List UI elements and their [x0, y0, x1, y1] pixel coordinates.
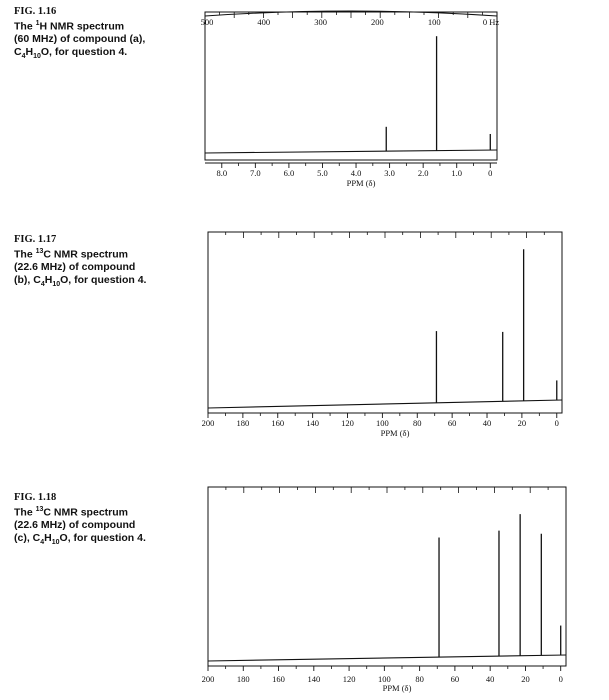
x-tick-label: 20	[517, 418, 527, 428]
fig-label: FIG. 1.16	[14, 6, 57, 17]
hz-tick-label: 100	[427, 17, 441, 27]
x-tick-label: 5.0	[317, 168, 328, 178]
x-axis-label: PPM (δ)	[382, 683, 412, 693]
x-tick-label: 40	[485, 674, 495, 684]
x-tick-label: 80	[413, 418, 422, 428]
x-tick-label: 0	[558, 674, 563, 684]
x-tick-label: 100	[377, 674, 391, 684]
plot-frame-2	[208, 232, 562, 413]
fig-label: FIG. 1.17	[14, 234, 57, 245]
x-tick-label: 200	[201, 418, 215, 428]
fig-description: The $^{13}$C NMR spectrum (22.6 MHz) of compound (b), $C_4H_{10}O$, for question 4.	[14, 247, 147, 288]
x-tick-label: 3.0	[384, 168, 395, 178]
hz-tick-label: 0 Hz	[482, 17, 500, 27]
x-tick-label: 20	[521, 674, 530, 684]
x-tick-label: 160	[272, 674, 285, 684]
x-tick-label: 0	[554, 418, 559, 428]
x-tick-label: 1.0	[451, 168, 463, 178]
x-tick-label: 80	[415, 674, 424, 684]
hz-tick-label: 400	[257, 17, 271, 27]
spectrum-baseline	[208, 400, 562, 408]
x-tick-label: 120	[341, 418, 354, 428]
x-tick-label: 60	[450, 674, 460, 684]
x-tick-label: 8.0	[216, 168, 228, 178]
plot-frame-1	[205, 12, 497, 160]
x-tick-label: 2.0	[417, 168, 429, 178]
hz-tick-label: 500	[200, 17, 214, 27]
x-tick-label: 120	[342, 674, 356, 684]
x-axis-label: PPM (δ)	[346, 178, 376, 188]
plot-frame-3	[208, 487, 566, 666]
x-tick-label: 140	[306, 418, 320, 428]
x-axis-label: PPM (δ)	[380, 428, 410, 438]
x-tick-label: 7.0	[250, 168, 261, 178]
x-tick-label: 200	[201, 674, 215, 684]
x-tick-label: 140	[307, 674, 321, 684]
x-tick-label: 180	[236, 418, 250, 428]
spectrum-baseline	[205, 150, 497, 153]
x-tick-label: 100	[376, 418, 389, 428]
hz-tick-label: 200	[371, 17, 384, 27]
x-tick-label: 0	[488, 168, 493, 178]
x-tick-label: 60	[447, 418, 457, 428]
x-tick-label: 4.0	[350, 168, 362, 178]
x-tick-label: 40	[482, 418, 492, 428]
x-tick-label: 6.0	[283, 168, 295, 178]
x-tick-label: 160	[271, 418, 285, 428]
fig-label: FIG. 1.18	[14, 492, 57, 503]
fig-description: The $^1$H NMR spectrum (60 MHz) of compound (a), $C_4H_{10}O$, for question 4.	[14, 19, 146, 60]
spectrum-baseline	[208, 655, 566, 661]
fig-description: The $^{13}$C NMR spectrum (22.6 MHz) of compound (c), $C_4H_{10}O$, for question 4.	[14, 505, 146, 546]
x-tick-label: 180	[236, 674, 250, 684]
hz-tick-label: 300	[314, 17, 327, 27]
